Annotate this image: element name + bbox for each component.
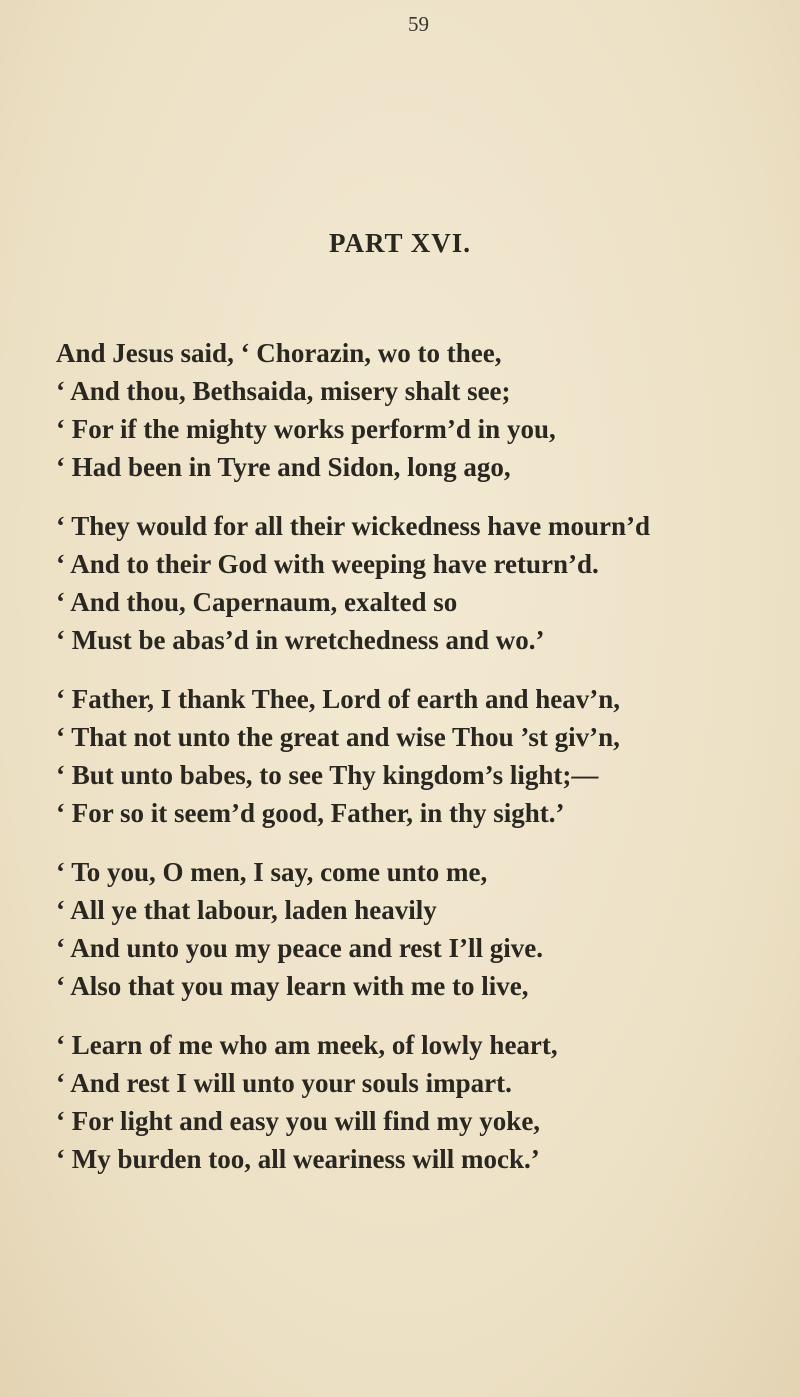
page-number: 59 [408,12,429,36]
poem-line: ‘ And thou, Bethsaida, misery shalt see; [56,376,511,406]
part-title: PART XVI. [328,228,472,258]
poem-line: ‘ To you, O men, I say, come unto me, [56,857,488,887]
poem-line: ‘ Had been in Tyre and Sidon, long ago, [56,452,511,482]
stanza [56,1026,796,1178]
poem-line: ‘ But unto babes, to see Thy kingdom’s light;— [56,760,599,790]
poem-line: ‘ And to their God with weeping have return’d. [56,549,599,579]
stanza [56,680,796,832]
poem-line: ‘ For so it seem’d good, Father, in thy sight.’ [56,798,565,828]
poem-line: And Jesus said, ‘ Chorazin, wo to thee, [56,338,502,368]
poem-line: ‘ That not unto the great and wise Thou ’st giv’n, [56,722,620,752]
poem-line: ‘ And thou, Capernaum, exalted so [56,587,458,617]
poem-line: ‘ Also that you may learn with me to live, [56,971,529,1001]
poem-line: ‘ Must be abas’d in wretchedness and wo.’ [56,625,545,655]
poem-line: ‘ They would for all their wickedness have mourn’d [56,511,651,541]
stanza [56,853,796,1005]
stanza [56,334,796,486]
poem-body [56,334,796,1199]
poem-line: ‘ For if the mighty works perform’d in you, [56,414,556,444]
poem-line: ‘ And unto you my peace and rest I’ll give. [56,933,544,963]
poem-line: ‘ Father, I thank Thee, Lord of earth and heav’n, [56,684,621,714]
poem-line: ‘ For light and easy you will find my yoke, [56,1106,541,1136]
poem-line: ‘ My burden too, all weariness will mock.’ [56,1144,540,1174]
poem-line: ‘ Learn of me who am meek, of lowly heart, [56,1030,558,1060]
poem-line: ‘ And rest I will unto your souls impart. [56,1068,512,1098]
poem-line: ‘ All ye that labour, laden heavily [56,895,437,925]
stanza [56,507,796,659]
